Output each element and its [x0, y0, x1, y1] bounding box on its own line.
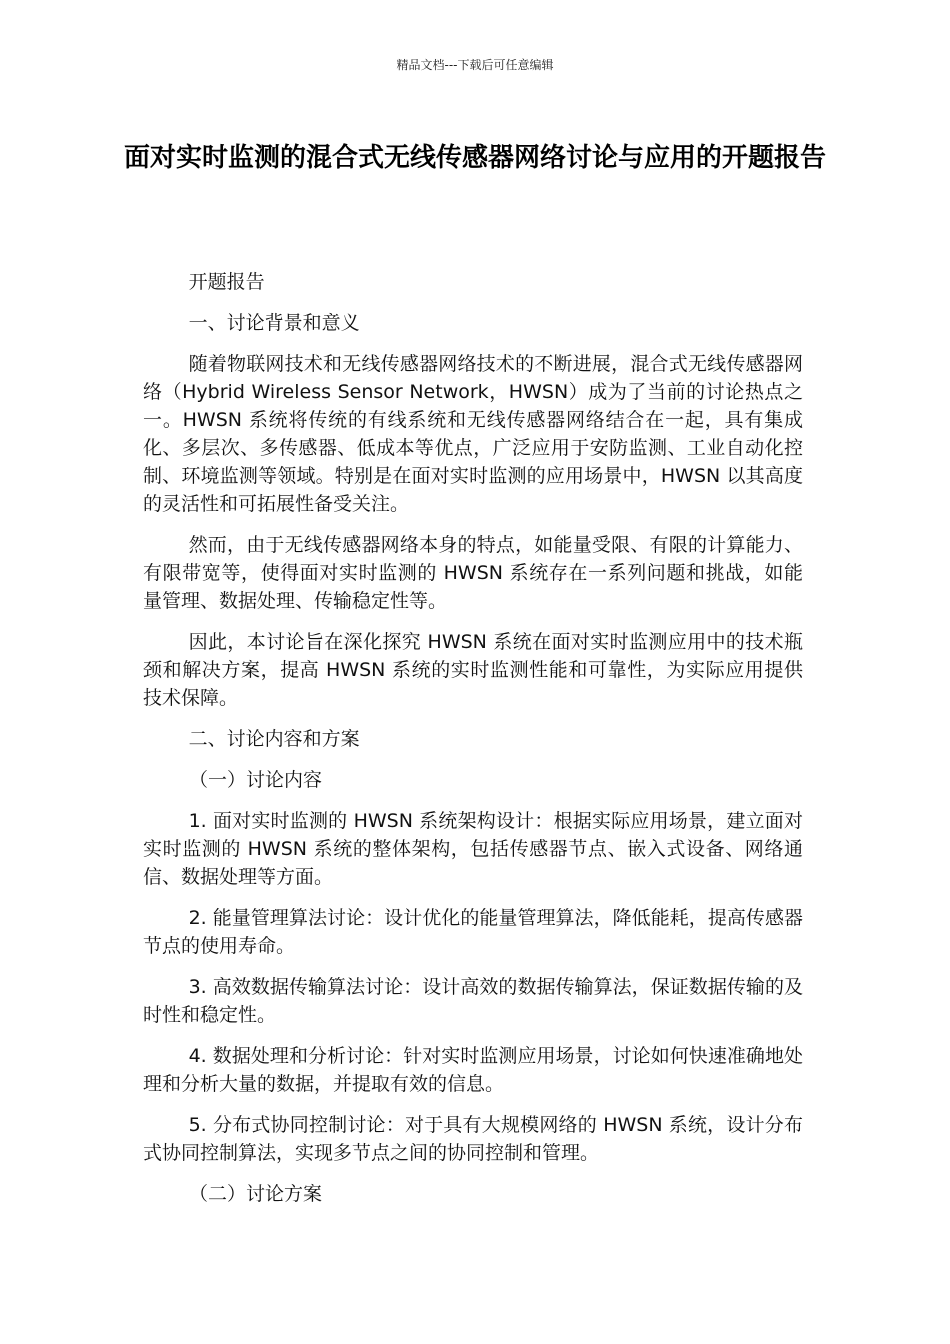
subsection-heading-plan: （二）讨论方案 — [189, 1183, 323, 1205]
list-item-3: 3. 高效数据传输算法讨论：设计高效的数据传输算法，保证数据传输的及时性和稳定性。 — [143, 976, 803, 1026]
list-item-2: 2. 能量管理算法讨论：设计优化的能量管理算法，降低能耗，提高传感器节点的使用寿命。 — [143, 907, 803, 957]
header-note: 精品文档---下载后可任意编辑 — [396, 58, 554, 72]
document-body — [143, 268, 803, 1221]
list-item-1: 1. 面对实时监测的 HWSN 系统架构设计：根据实际应用场景，建立面对实时监测的 HWSN 系统的整体架构，包括传感器节点、嵌入式设备、网络通信、数据处理等方面。 — [143, 810, 803, 888]
subsection-heading-content: （一）讨论内容 — [189, 769, 323, 791]
paragraph-background-3: 因此，本讨论旨在深化探究 HWSN 系统在面对实时监测应用中的技术瓶颈和解决方案，提高 HWSN 系统的实时监测性能和可靠性，为实际应用提供技术保障。 — [143, 631, 803, 709]
section-heading-background: 一、讨论背景和意义 — [188, 312, 360, 334]
list-item-5: 5. 分布式协同控制讨论：对于具有大规模网络的 HWSN 系统，设计分布式协同控制算法，实现多节点之间的协同控制和管理。 — [143, 1114, 803, 1164]
list-item-4: 4. 数据处理和分析讨论：针对实时监测应用场景，讨论如何快速准确地处理和分析大量的数据，并提取有效的信息。 — [143, 1045, 803, 1095]
paragraph-background-2: 然而，由于无线传感器网络本身的特点，如能量受限、有限的计算能力、有限带宽等，使得面对实时监测的 HWSN 系统存在一系列问题和挑战，如能量管理、数据处理、传输稳定性等。 — [143, 534, 803, 612]
paragraph-background-1: 随着物联网技术和无线传感器网络技术的不断进展，混合式无线传感器网络（Hybrid Wireless Sensor Network，HWSN）成为了当前的讨论热点之一。HWSN 系统将传统的有线系统和无线传感器网络结合在一起，具有集成化、多层次、多传感器、低成本等优点，广泛应用于安防监测、工业自动化控制、环境监测等领域。特别是在面对实时监测的应用场景中，HWSN 以其高度的灵活性和可拓展性备受关注。 — [143, 353, 803, 515]
document-title: 面对实时监测的混合式无线传感器网络讨论与应用的开题报告 — [123, 143, 826, 173]
section-label: 开题报告 — [188, 271, 265, 293]
section-heading-content: 二、讨论内容和方案 — [188, 728, 360, 750]
